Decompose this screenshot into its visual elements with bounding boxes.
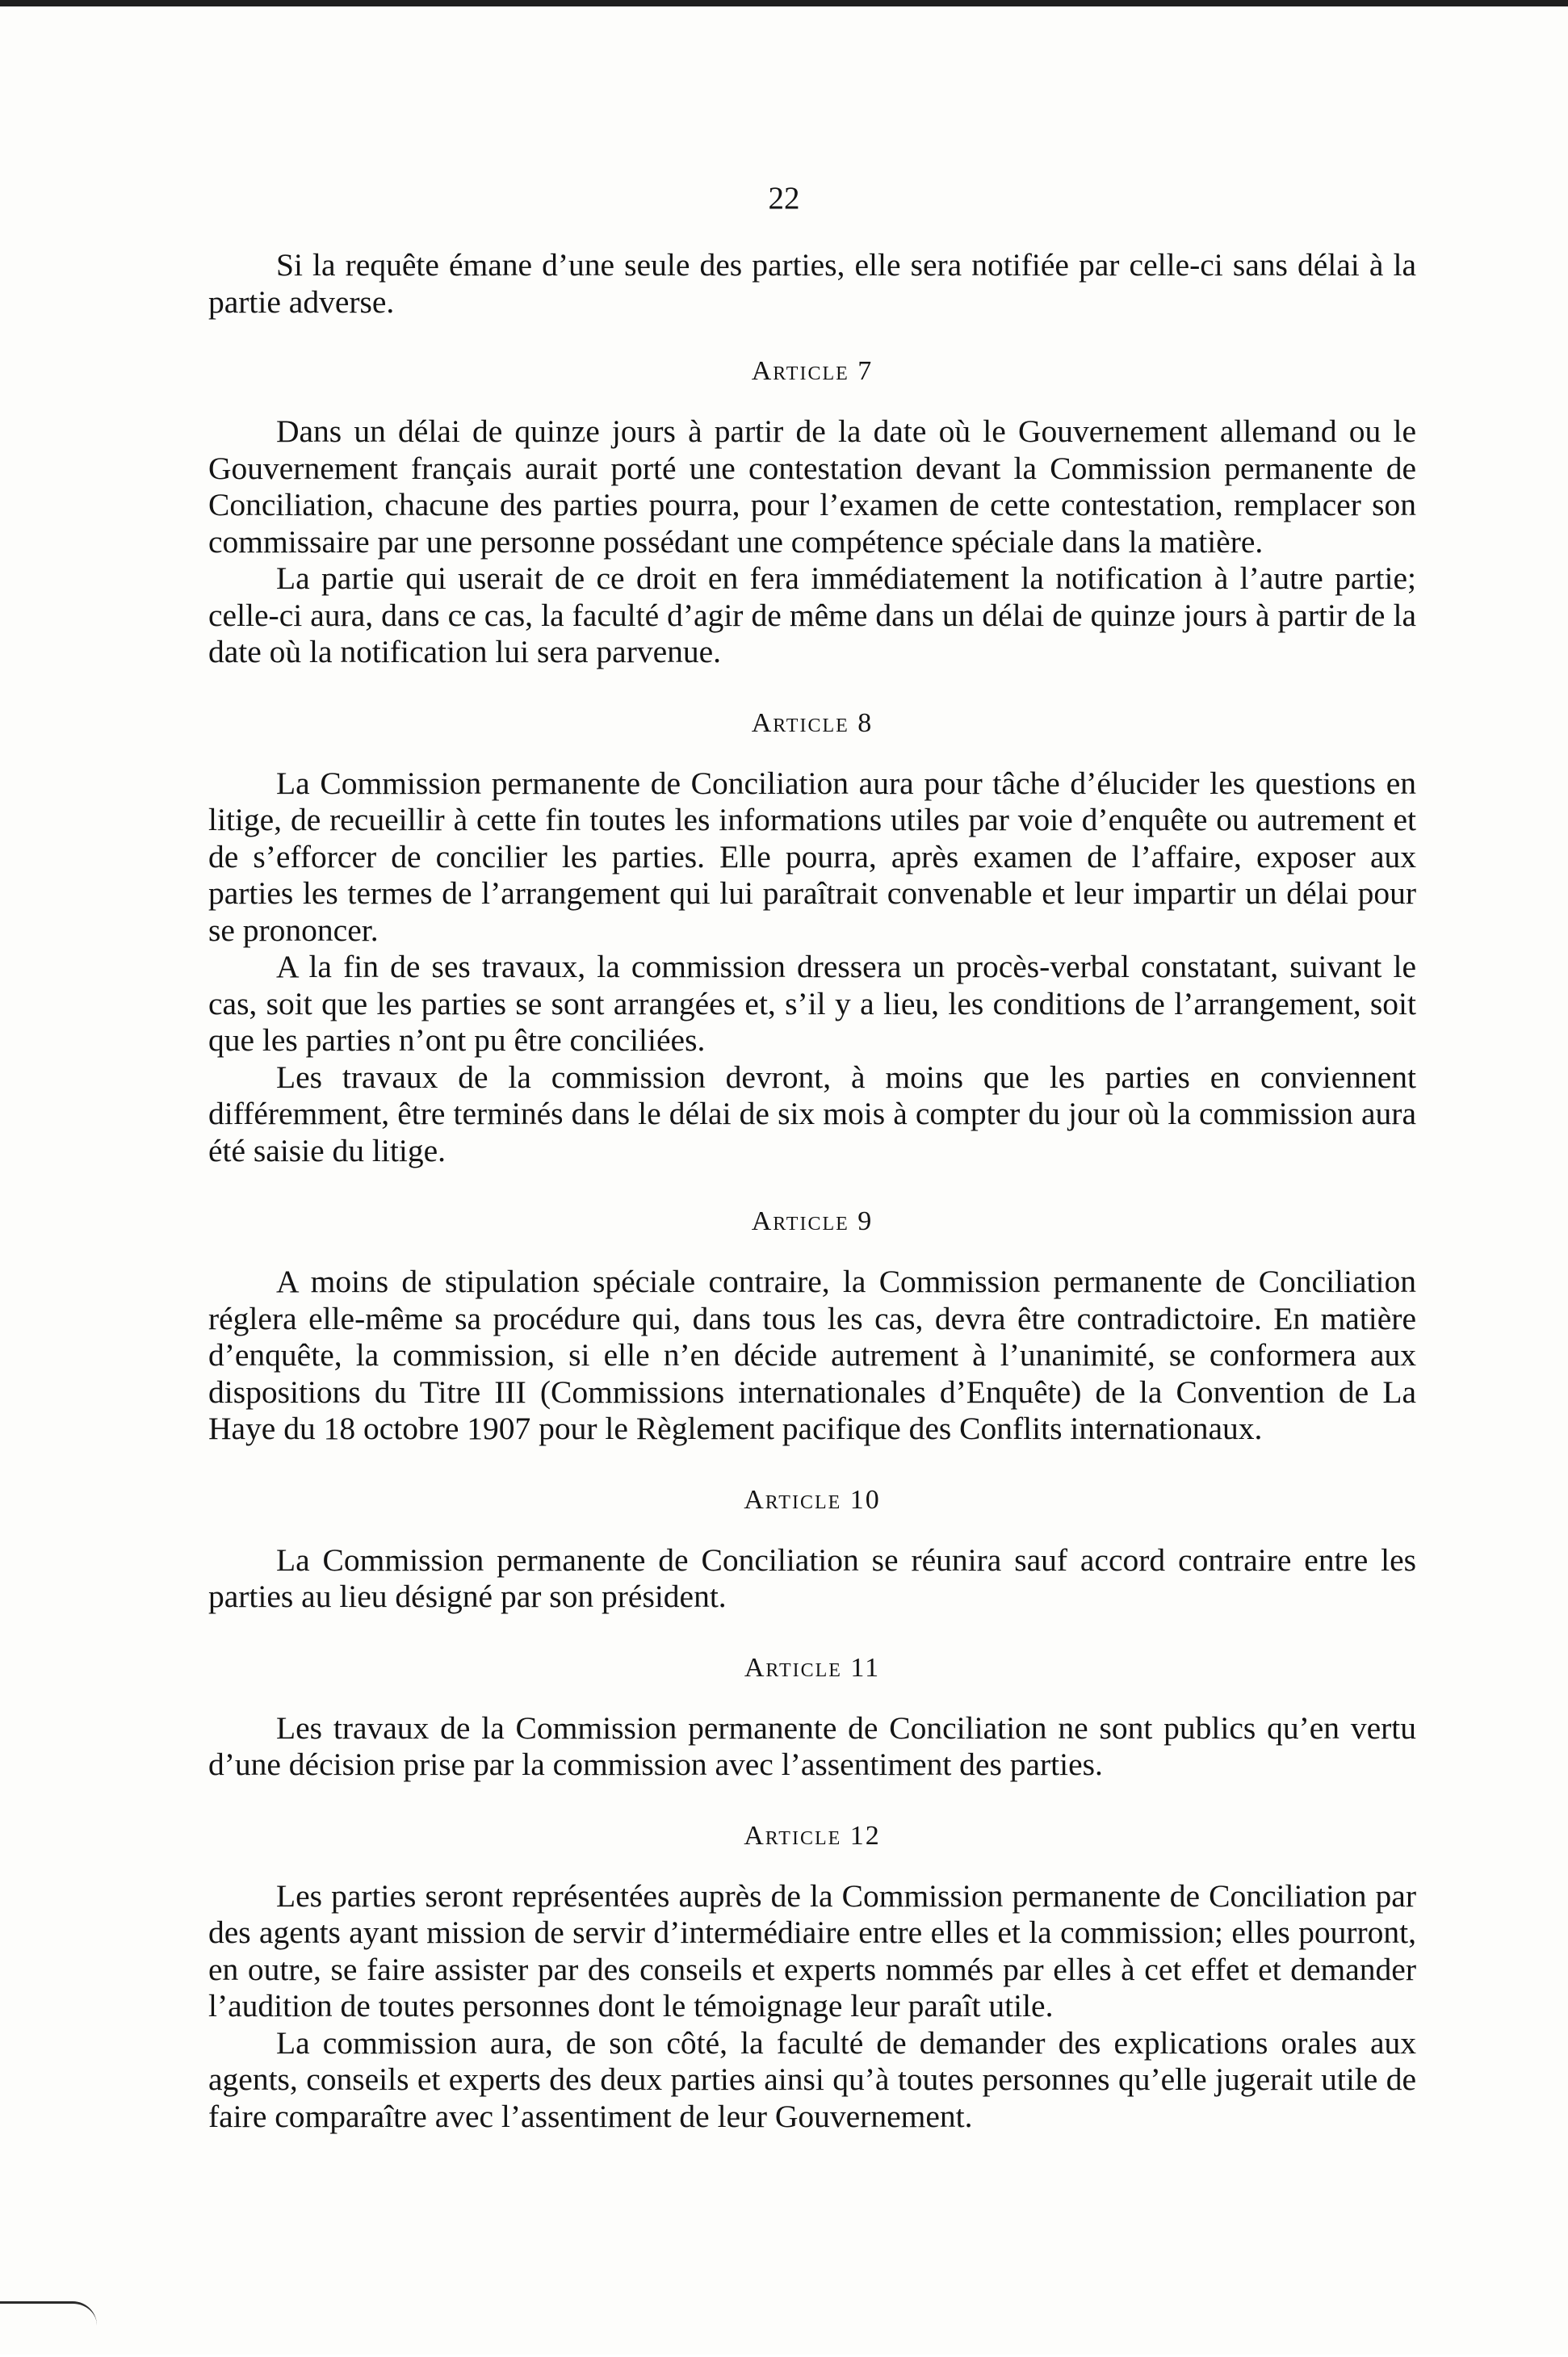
article-heading: Article 8 <box>751 707 874 738</box>
article-heading: Article 7 <box>751 356 874 386</box>
article-heading: Article 12 <box>744 1820 881 1851</box>
article-11 <box>208 1650 1416 1784</box>
article-8 <box>208 705 1416 1170</box>
scan-corner-shadow <box>0 2301 97 2357</box>
article-10 <box>208 1482 1416 1616</box>
article-heading: Article 9 <box>751 1206 874 1236</box>
article-heading: Article 10 <box>744 1484 881 1515</box>
article-paragraph: Les parties seront représentées auprès de la Commission permanente de Conciliation par des agents ayant mission de servir d’intermédiaire entre elles et la commission; elles pourront, en outre, se faire assister par des conseils et experts nommés par elles à cet effet et demander l’audition de toutes personnes dont le témoignage leur paraît utile. <box>208 1877 1416 2024</box>
article-heading: Article 11 <box>744 1652 881 1683</box>
article-12 <box>208 1818 1416 2136</box>
article-paragraph: A moins de stipulation spéciale contraire, la Commission permanente de Conciliation réglera elle-même sa procédure qui, dans tous les cas, devra être contradictoire. En matière d’enquête, la commission, si elle n’en décide autrement à l’unanimité, se conformera aux dispositions du Titre III (Commissions internationales d’Enquête) de la Convention de La Haye du 18 octobre 1907 pour le Règlement pacifique des Conflits internationaux. <box>208 1264 1416 1446</box>
article-7 <box>208 353 1416 671</box>
article-paragraph: Les travaux de la commission devront, à moins que les parties en conviennent différemment, être terminés dans le délai de six mois à compter du jour où la commission aura été saisie du litige. <box>208 1059 1416 1168</box>
page-number: 22 <box>768 181 800 216</box>
document-body <box>208 247 1416 2135</box>
article-paragraph: La partie qui userait de ce droit en fera immédiatement la notification à l’autre partie; celle-ci aura, dans ce cas, la faculté d’agir de même dans un délai de quinze jours à partir de la date où la notification lui sera parvenue. <box>208 560 1416 669</box>
article-paragraph: A la fin de ses travaux, la commission dressera un procès-verbal constatant, suivant le cas, soit que les parties se sont arrangées et, s’il y a lieu, les conditions de l’arrangement, soit que les parties n’ont pu être conciliées. <box>208 949 1416 1058</box>
article-paragraph: La Commission permanente de Conciliation se réunira sauf accord contraire entre les parties au lieu désigné par son président. <box>208 1541 1416 1614</box>
article-paragraph: La Commission permanente de Conciliation aura pour tâche d’élucider les questions en litige, de recueillir à cette fin toutes les informations utiles par voie d’enquête ou autrement et de s’efforcer de concilier les parties. Elle pourra, après examen de l’affaire, exposer aux parties les termes de l’arrangement qui lui paraîtrait convenable et leur impartir un délai pour se prononcer. <box>208 765 1416 948</box>
scan-top-edge <box>0 0 1568 6</box>
article-paragraph: Dans un délai de quinze jours à partir de la date où le Gouvernement allemand ou le Gouvernement français aurait porté une contestation devant la Commission permanente de Conciliation, chacune des parties pourra, pour l’examen de cette contestation, remplacer son commissaire par une personne possédant une compétence spéciale dans la matière. <box>208 413 1416 560</box>
article-9 <box>208 1203 1416 1448</box>
article-paragraph: La commission aura, de son côté, la faculté de demander des explications orales aux agents, conseils et experts des deux parties ainsi qu’à toutes personnes qu’elle jugerait utile de faire comparaître avec l’assentiment de leur Gouvernement. <box>208 2024 1416 2134</box>
article-paragraph: Les travaux de la Commission permanente de Conciliation ne sont publics qu’en vertu d’une décision prise par la commission avec l’assentiment des parties. <box>208 1709 1416 1782</box>
intro-paragraph: Si la requête émane d’une seule des parties, elle sera notifiée par celle-ci sans délai à la partie adverse. <box>208 247 1416 320</box>
